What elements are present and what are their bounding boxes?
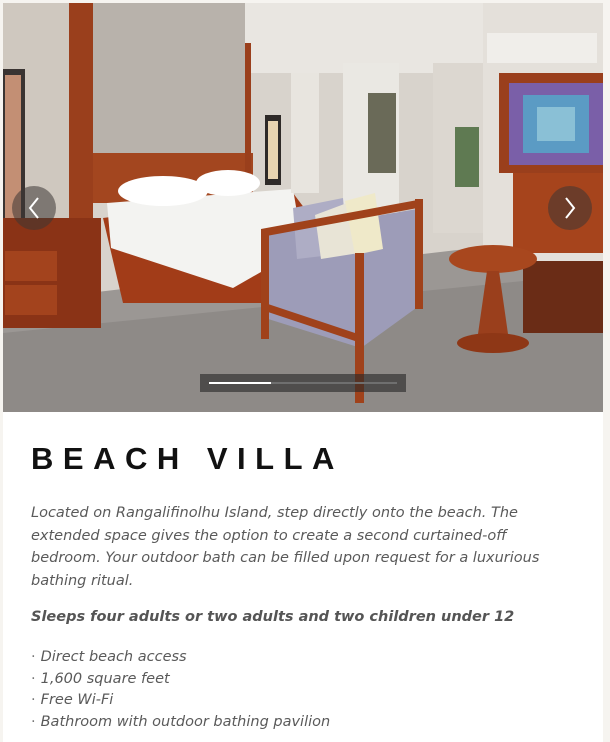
villa-description: Located on Rangalifinolhu Island, step directly onto the beach. The extended space gives the option to create a second curtained-off bedroom. Your outdoor bath can be filled upon request for a luxurious bathing ritual.: [31, 505, 540, 589]
feature-label: Bathroom with outdoor bathing pavilion: [40, 713, 331, 730]
villa-card: [3, 3, 603, 742]
bullet-icon: ·: [31, 670, 36, 687]
chevron-left-icon: [27, 196, 41, 220]
villa-room-photo: [3, 3, 603, 412]
bullet-icon: ·: [31, 713, 36, 730]
gallery-progress-track: [209, 382, 397, 384]
gallery-progress-bar[interactable]: [200, 374, 406, 392]
occupancy-note: Sleeps four adults or two adults and two children under 12: [31, 609, 515, 625]
previous-image-button[interactable]: [12, 186, 56, 230]
feature-label: Direct beach access: [40, 649, 187, 665]
bullet-icon: ·: [31, 649, 36, 665]
chevron-right-icon: [563, 196, 577, 220]
feature-item: [31, 647, 330, 669]
feature-list: [31, 647, 330, 733]
feature-label: 1,600 square feet: [40, 670, 170, 687]
villa-title: BEACH VILLA: [31, 441, 344, 476]
feature-label: Free Wi-Fi: [40, 692, 114, 708]
feature-item: [31, 712, 330, 734]
next-image-button[interactable]: [548, 186, 592, 230]
bullet-icon: ·: [31, 692, 36, 708]
feature-item: [31, 669, 330, 691]
feature-item: [31, 690, 330, 712]
gallery-progress-fill: [209, 382, 271, 384]
villa-photo-carousel[interactable]: [3, 3, 603, 412]
